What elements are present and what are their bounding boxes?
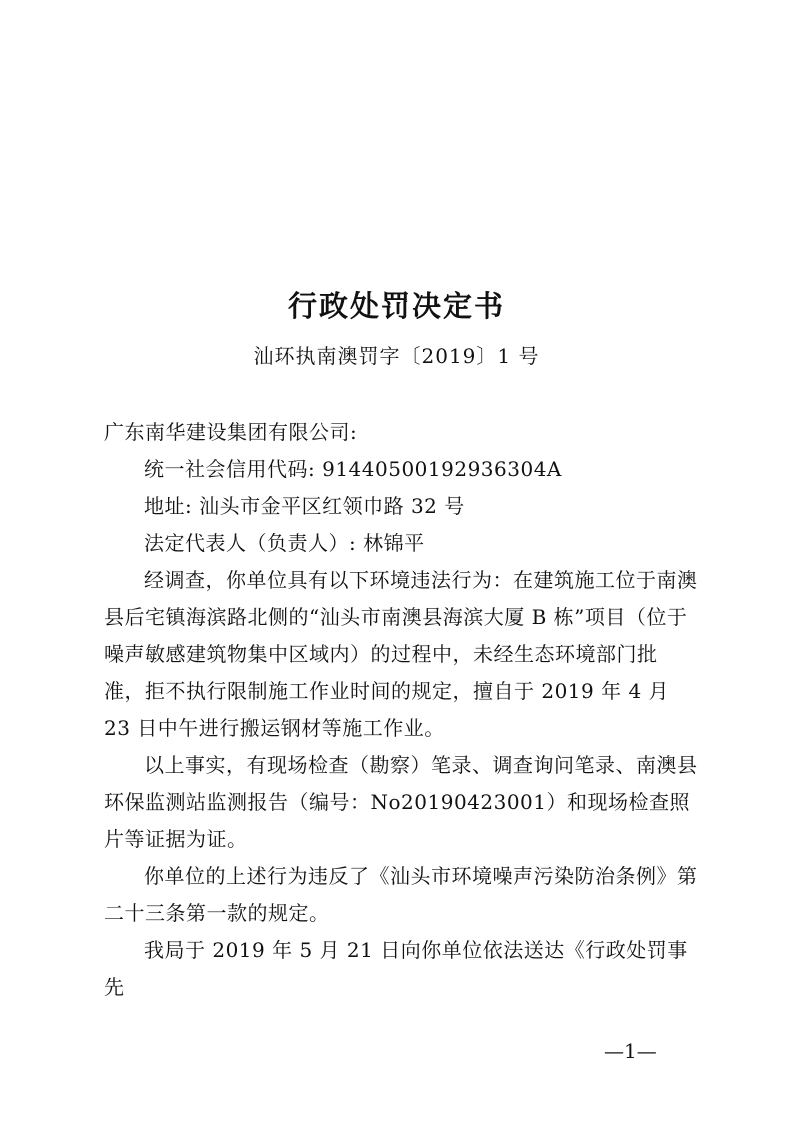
document-body <box>104 414 698 1006</box>
paragraph-regulation: 你单位的上述行为违反了《汕头市环境噪声污染防治条例》第二十三条第一款的规定。 <box>104 864 698 925</box>
page-number: —1— <box>604 1039 657 1063</box>
document-number: 汕环执南澳罚字〔2019〕1 号 <box>253 344 540 368</box>
legal-representative-line: 法定代表人（负责人）: 林锦平 <box>144 531 425 555</box>
document-title: 行政处罚决定书 <box>287 289 505 323</box>
address-line: 地址: 汕头市金平区红领巾路 32 号 <box>144 494 465 518</box>
paragraph-violation: 经调查，你单位具有以下环境违法行为：在建筑施工位于南澳县后宅镇海滨路北侧的“汕头市南澳县海滨大厦 B 栋”项目（位于噪声敏感建筑物集中区域内）的过程中，未经生态环境部门批准，拒不执行限制施工作业时间的规定，擅自于 2019 年 4 月 23 日中午进行搬运钢材等施工作业。 <box>104 568 698 740</box>
credit-code-line: 统一社会信用代码: 91440500192936304A <box>144 457 562 481</box>
recipient-line: 广东南华建设集团有限公司: <box>104 420 358 444</box>
paragraph-evidence: 以上事实，有现场检查（勘察）笔录、调查询问笔录、南澳县环保监测站监测报告（编号：No20190423001）和现场检查照片等证据为证。 <box>104 753 698 851</box>
paragraph-notice: 我局于 2019 年 5 月 21 日向你单位依法送达《行政处罚事先 <box>104 938 688 999</box>
